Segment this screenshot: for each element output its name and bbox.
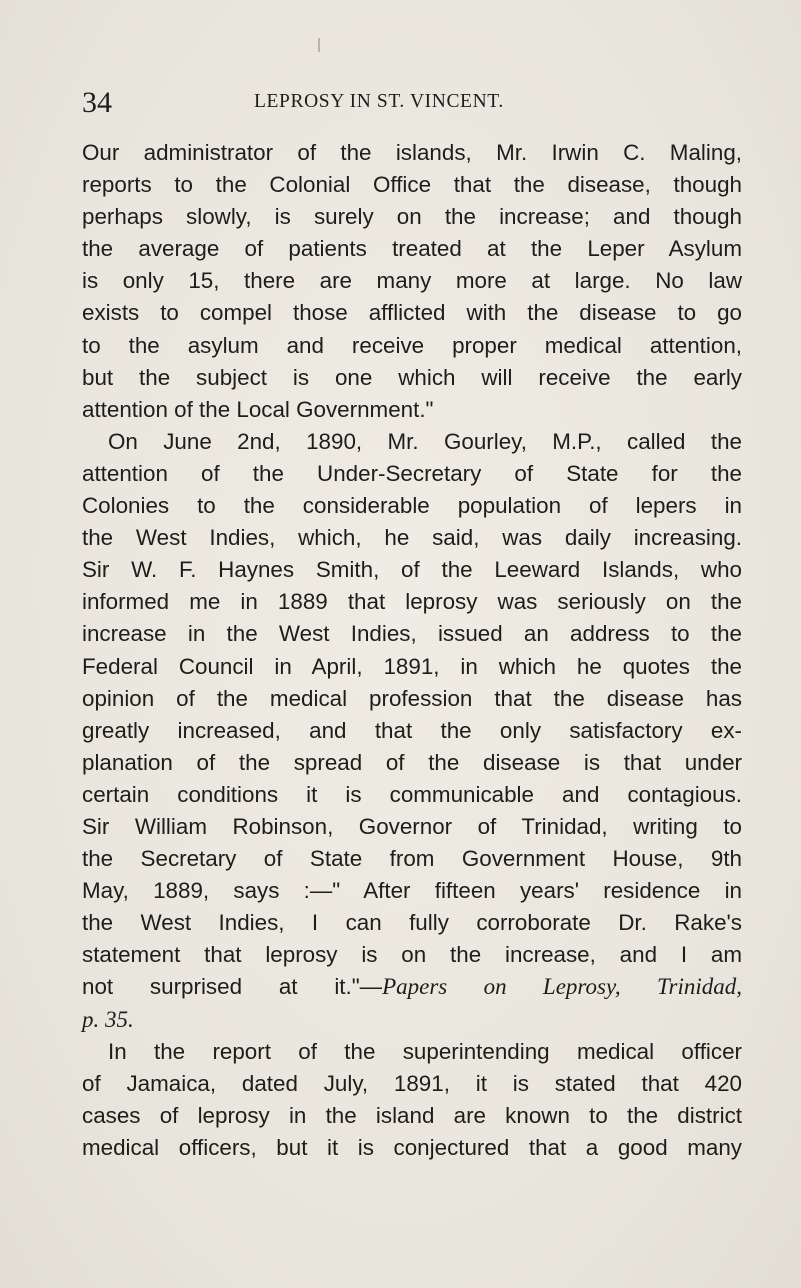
paragraph-first-line: In the report of the superintending medical officer <box>108 1038 742 1064</box>
text-line: planation of the spread of the disease is that under <box>82 749 742 775</box>
text-line: the Secretary of State from Government House, 9th <box>82 846 742 872</box>
paragraph-first-line: On June 2nd, 1890, Mr. Gourley, M.P., called the <box>108 428 742 454</box>
text-line: is only 15, there are many more at large. No law <box>82 268 742 294</box>
text-line: to the asylum and receive proper medical attention, <box>82 332 742 358</box>
binding-mark <box>318 38 320 52</box>
text-line: attention of the Under-Secretary of State for the <box>82 460 742 486</box>
text-line: the average of patients treated at the Leper Asylum <box>82 236 742 262</box>
text-line: perhaps slowly, is surely on the increase; and though <box>82 204 742 230</box>
citation-line <box>82 971 742 1003</box>
text-line: medical officers, but it is conjectured that a good many <box>82 1134 742 1160</box>
body-text <box>82 137 742 1164</box>
citation-title: Papers on Leprosy, Trinidad, <box>382 974 742 1000</box>
text-line: Federal Council in April, 1891, in which he quotes the <box>82 653 742 679</box>
text-line: cases of leprosy in the island are known to the district <box>82 1102 742 1128</box>
text-line: May, 1889, says :—" After fifteen years' residence in <box>82 878 742 904</box>
text-line: opinion of the medical profession that the disease has <box>82 685 742 711</box>
running-title: LEPROSY IN ST. VINCENT. <box>254 91 504 112</box>
text-line: certain conditions it is communicable and contagious. <box>82 781 742 807</box>
citation-prefix: not surprised at it."— <box>82 974 383 1000</box>
text-line: the West Indies, which, he said, was daily increasing. <box>82 525 742 551</box>
text-line: the West Indies, I can fully corroborate Dr. Rake's <box>82 910 742 936</box>
text-line: statement that leprosy is on the increase, and I am <box>82 942 742 968</box>
text-line: Sir W. F. Haynes Smith, of the Leeward Islands, who <box>82 557 742 583</box>
citation-page: p. 35. <box>82 1006 134 1032</box>
text-line: exists to compel those afflicted with the disease to go <box>82 300 742 326</box>
text-line: greatly increased, and that the only satisfactory ex- <box>82 717 742 743</box>
text-line: increase in the West Indies, issued an address to the <box>82 621 742 647</box>
text-line: but the subject is one which will receive the early <box>82 364 742 390</box>
text-line: Sir William Robinson, Governor of Trinidad, writing to <box>82 813 742 839</box>
text-line: Our administrator of the islands, Mr. Irwin C. Maling, <box>82 140 742 165</box>
text-line: reports to the Colonial Office that the disease, though <box>82 172 742 198</box>
text-line: Colonies to the considerable population of lepers in <box>82 493 742 519</box>
page-number: 34 <box>82 86 112 119</box>
text-line: of Jamaica, dated July, 1891, it is stated that 420 <box>82 1070 742 1096</box>
page-header <box>82 82 742 122</box>
text-line: informed me in 1889 that leprosy was seriously on the <box>82 589 742 615</box>
text-line: attention of the Local Government." <box>82 396 434 422</box>
